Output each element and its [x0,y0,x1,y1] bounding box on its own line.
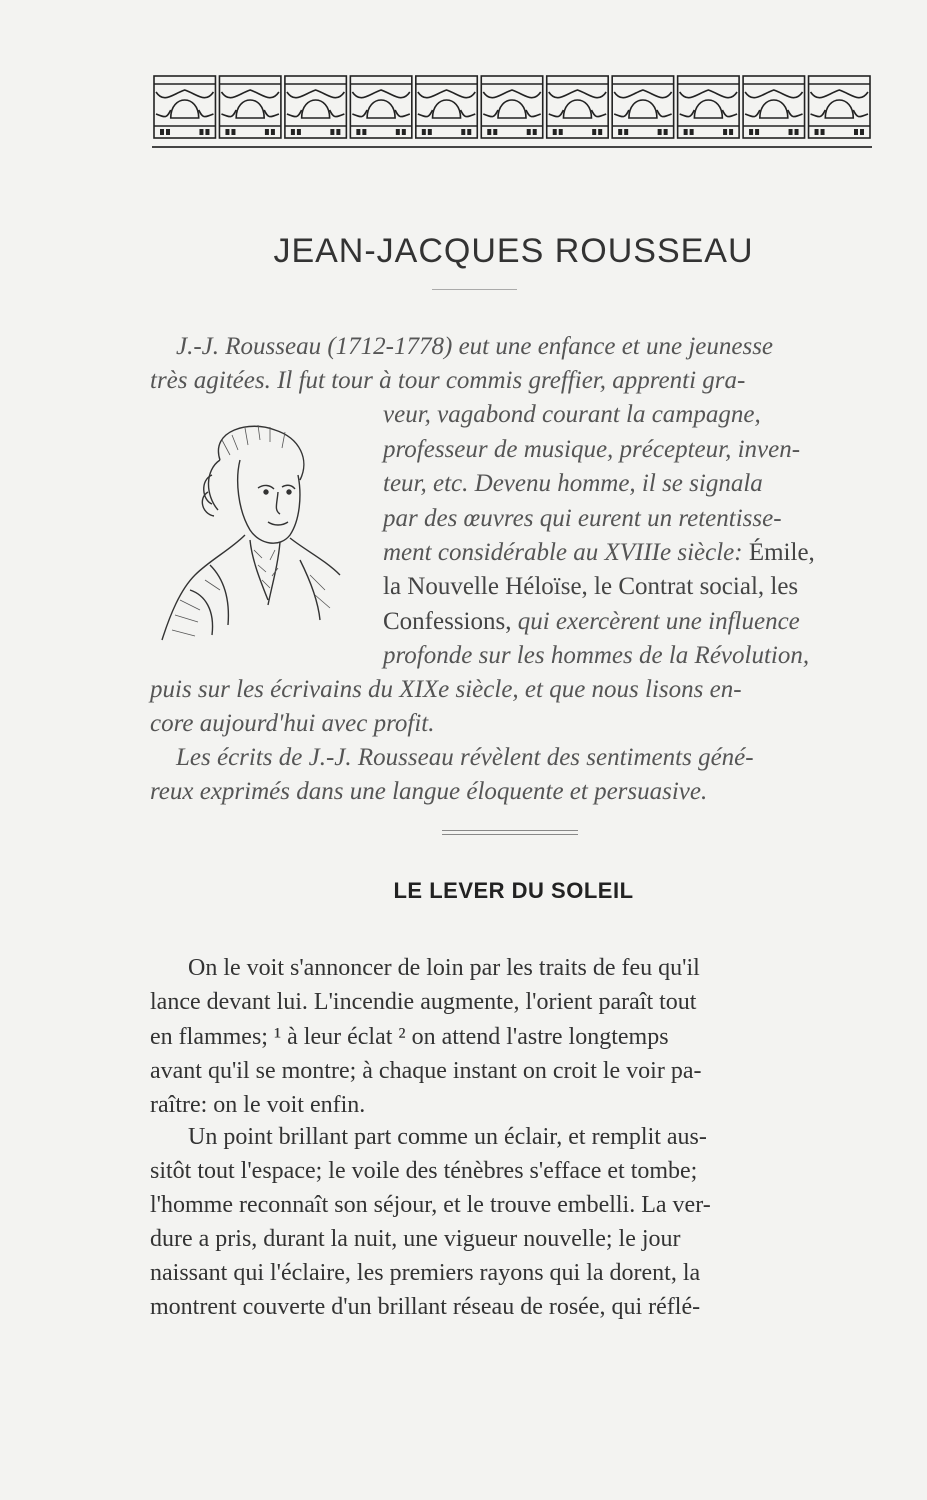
body-line: lance devant lui. L'incendie augmente, l'orient paraît tout [150,989,697,1015]
bio-line: puis sur les écrivains du XIXe siècle, et que nous lisons en- [150,676,742,703]
frieze-tile [481,76,542,138]
body-line: naissant qui l'éclaire, les premiers rayons qui la dorent, la [150,1260,701,1286]
body-line: montrent couverte d'un brillant réseau de rosée, qui réflé- [150,1294,701,1320]
frieze-tile [743,76,804,138]
rousseau-portrait-icon [150,400,360,650]
bio-line: reux exprimés dans une langue éloquente et persuasive. [150,778,708,805]
bio-line: très agitées. Il fut tour à tour commis greffier, apprenti gra- [150,367,746,394]
body-line: Un point brillant part comme un éclair, et remplit aus- [188,1124,707,1150]
frieze-tile [285,76,346,138]
frieze-tile [678,76,739,138]
bio-line-text: ment considérable au XVIIIe siècle: [383,539,743,566]
section-divider [442,834,578,835]
bio-line: la Nouvelle Héloïse, le Contrat social, les [383,573,799,600]
body-line: avant qu'il se montre; à chaque instant on croit le voir pa- [150,1058,702,1084]
bio-line: profonde sur les hommes de la Révolution, [383,642,810,669]
body-line: dure a pris, durant la nuit, une vigueur nouvelle; le jour [150,1226,681,1252]
bio-work-title: Émile, [748,539,815,566]
body-line: On le voit s'annoncer de loin par les traits de feu qu'il [188,955,700,981]
bio-line: professeur de musique, précepteur, inven- [383,436,801,463]
section-divider [442,830,578,831]
bio-line-text: qui exercèrent une influence [517,608,800,635]
frieze-tile [350,76,411,138]
body-line: l'homme reconnaît son séjour, et le trouve embelli. La ver- [150,1192,711,1218]
bio-line: J.-J. Rousseau (1712-1778) eut une enfance et une jeunesse [176,333,774,360]
title-divider [432,289,517,290]
frieze-tile [547,76,608,138]
bio-line: core aujourd'hui avec profit. [150,710,435,737]
bio-line: teur, etc. Devenu homme, il se signala [383,470,763,497]
page-title: JEAN-JACQUES ROUSSEAU [273,232,754,270]
frieze-tile [416,76,477,138]
frieze-tile [219,76,280,138]
ornamental-frieze-icon [152,74,872,144]
bio-line-text: Confessions, [383,608,512,635]
bio-line: veur, vagabond courant la campagne, [383,401,761,428]
bio-line: Les écrits de J.-J. Rousseau révèlent des sentiments géné- [176,744,754,771]
bio-line [383,605,800,640]
frieze-tile [612,76,673,138]
frieze-tile [154,76,215,138]
body-line: en flammes; ¹ à leur éclat ² on attend l'astre longtemps [150,1024,669,1050]
bio-line: par des œuvres qui eurent un retentisse- [383,505,782,532]
section-title: LE LEVER DU SOLEIL [393,878,634,903]
bio-line [383,536,815,571]
body-line: sitôt tout l'espace; le voile des ténèbres s'efface et tombe; [150,1158,698,1184]
body-line: raître: on le voit enfin. [150,1092,366,1118]
frieze-tile [809,76,870,138]
frieze-divider [152,146,872,148]
